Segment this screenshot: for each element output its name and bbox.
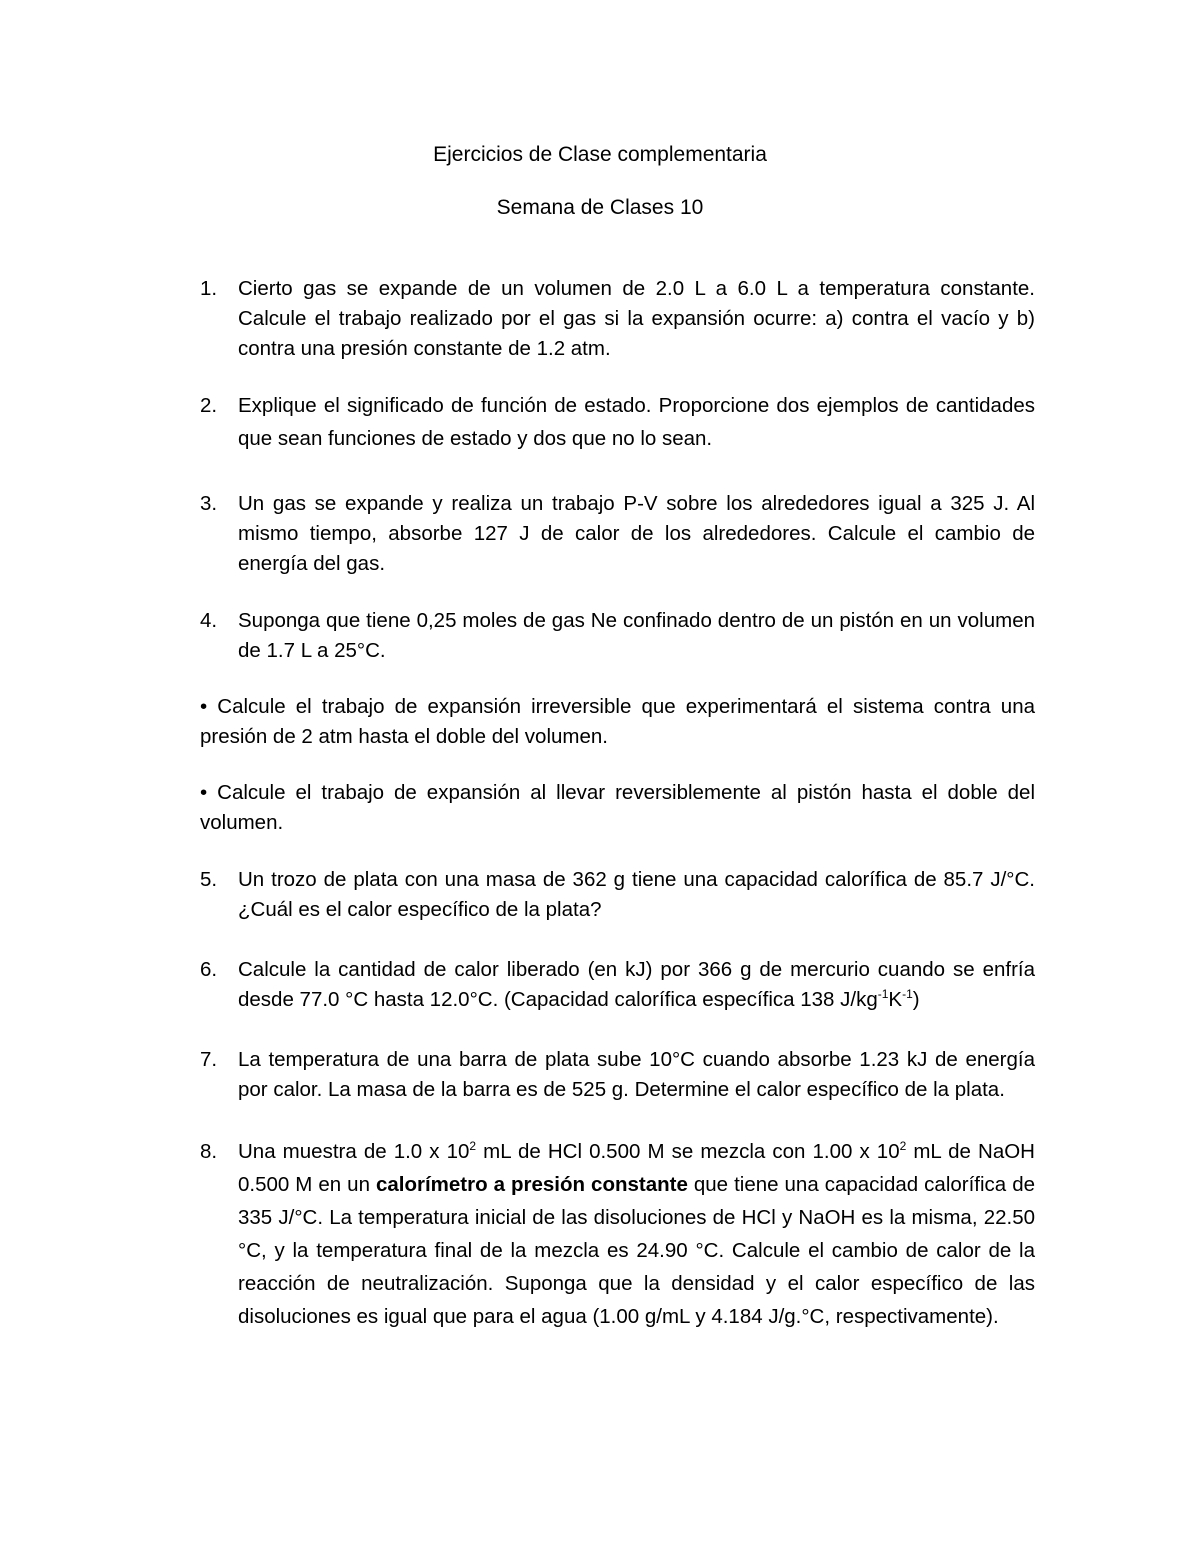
exercise-number: 3. — [200, 492, 218, 515]
bold-term: calorímetro a presión constante — [375, 1173, 688, 1196]
exercise-2 — [200, 389, 1035, 455]
exercise-text: Un trozo de plata con una masa de 362 g tiene una capacidad calorífica de 85.7 J/°C. ¿Cuál es el calor específico de la plata? — [238, 868, 1035, 921]
exercise-5 — [200, 865, 1035, 925]
exercise-8 — [200, 1135, 1035, 1333]
document-subtitle: Semana de Clases 10 — [496, 196, 704, 219]
document-title: Ejercicios de Clase complementaria — [433, 143, 767, 166]
exercise-number: 6. — [200, 958, 218, 981]
exercise-text: Un gas se expande y realiza un trabajo P-V sobre los alrededores igual a 325 J. Al mismo tiempo, absorbe 127 J de calor de los alrededores. Calcule el cambio de energía del gas. — [238, 492, 1035, 575]
exercise-text: La temperatura de una barra de plata sube 10°C cuando absorbe 1.23 kJ de energía por calor. La masa de la barra es de 525 g. Determine el calor específico de la plata. — [238, 1048, 1035, 1101]
exercise-number: 7. — [200, 1048, 218, 1071]
exercise-number: 2. — [200, 394, 218, 417]
exercise-text-part: ) — [912, 988, 920, 1011]
exercise-1 — [200, 274, 1035, 364]
exercise-text: Cierto gas se expande de un volumen de 2.0 L a 6.0 L a temperatura constante. Calcule el trabajo realizado por el gas si la expansión ocurre: a) contra el vacío y b) contra una presión constante de 1.2 atm. — [238, 277, 1035, 360]
exercise-text-part: mL de NaOH 0.500 M en un — [238, 1140, 1035, 1196]
exercise-number: 1. — [200, 277, 218, 300]
exercise-text-part: que tiene una capacidad calorífica de 335 J/°C. La temperatura inicial de las disoluciones de HCl y NaOH es la misma, 22.50 °C, y la temperatura final de la mezcla es 24.90 °C. Calcule el cambio de calor de la reacción de neutralización. Suponga que la densidad y el calor específico de las disoluciones es igual que para el agua (1.00 g/mL y 4.184 J/g.°C, respectivamente). — [238, 1173, 1035, 1328]
exercise-number: 4. — [200, 609, 218, 632]
bullet-item-2: • Calcule el trabajo de expansión al llevar reversiblemente al pistón hasta el doble del volumen. — [200, 781, 1035, 834]
superscript: -1 — [877, 987, 889, 1001]
exercise-7 — [200, 1045, 1035, 1105]
superscript: -1 — [902, 987, 913, 1001]
exercise-3 — [200, 489, 1035, 579]
exercise-6 — [200, 955, 1035, 1015]
exercise-text-part: Calcule la cantidad de calor liberado (en kJ) por 366 g de mercurio cuando se enfría desde 77.0 °C hasta 12.0°C. (Capacidad calorífica específica 138 J/kg — [238, 958, 1035, 1011]
exercise-text — [238, 1135, 1035, 1333]
exercise-text: Suponga que tiene 0,25 moles de gas Ne confinado dentro de un pistón en un volumen de 1.7 L a 25°C. — [238, 609, 1035, 662]
exercise-text-part: Una muestra de 1.0 x 10 — [238, 1140, 470, 1163]
exercise-text-part: K — [888, 988, 903, 1011]
exercise-number: 8. — [200, 1140, 218, 1163]
exercise-text — [238, 955, 1035, 1015]
exercise-text-part: mL de HCl 0.500 M se mezcla con 1.00 x 10 — [476, 1140, 900, 1163]
superscript: 2 — [469, 1139, 477, 1153]
exercise-4 — [200, 606, 1035, 666]
bullet-item-1: • Calcule el trabajo de expansión irreversible que experimentará el sistema contra una presión de 2 atm hasta el doble del volumen. — [200, 695, 1035, 748]
superscript: 2 — [899, 1139, 907, 1153]
exercise-number: 5. — [200, 868, 218, 891]
exercise-text: Explique el significado de función de estado. Proporcione dos ejemplos de cantidades que sean funciones de estado y dos que no lo sean. — [238, 394, 1035, 450]
